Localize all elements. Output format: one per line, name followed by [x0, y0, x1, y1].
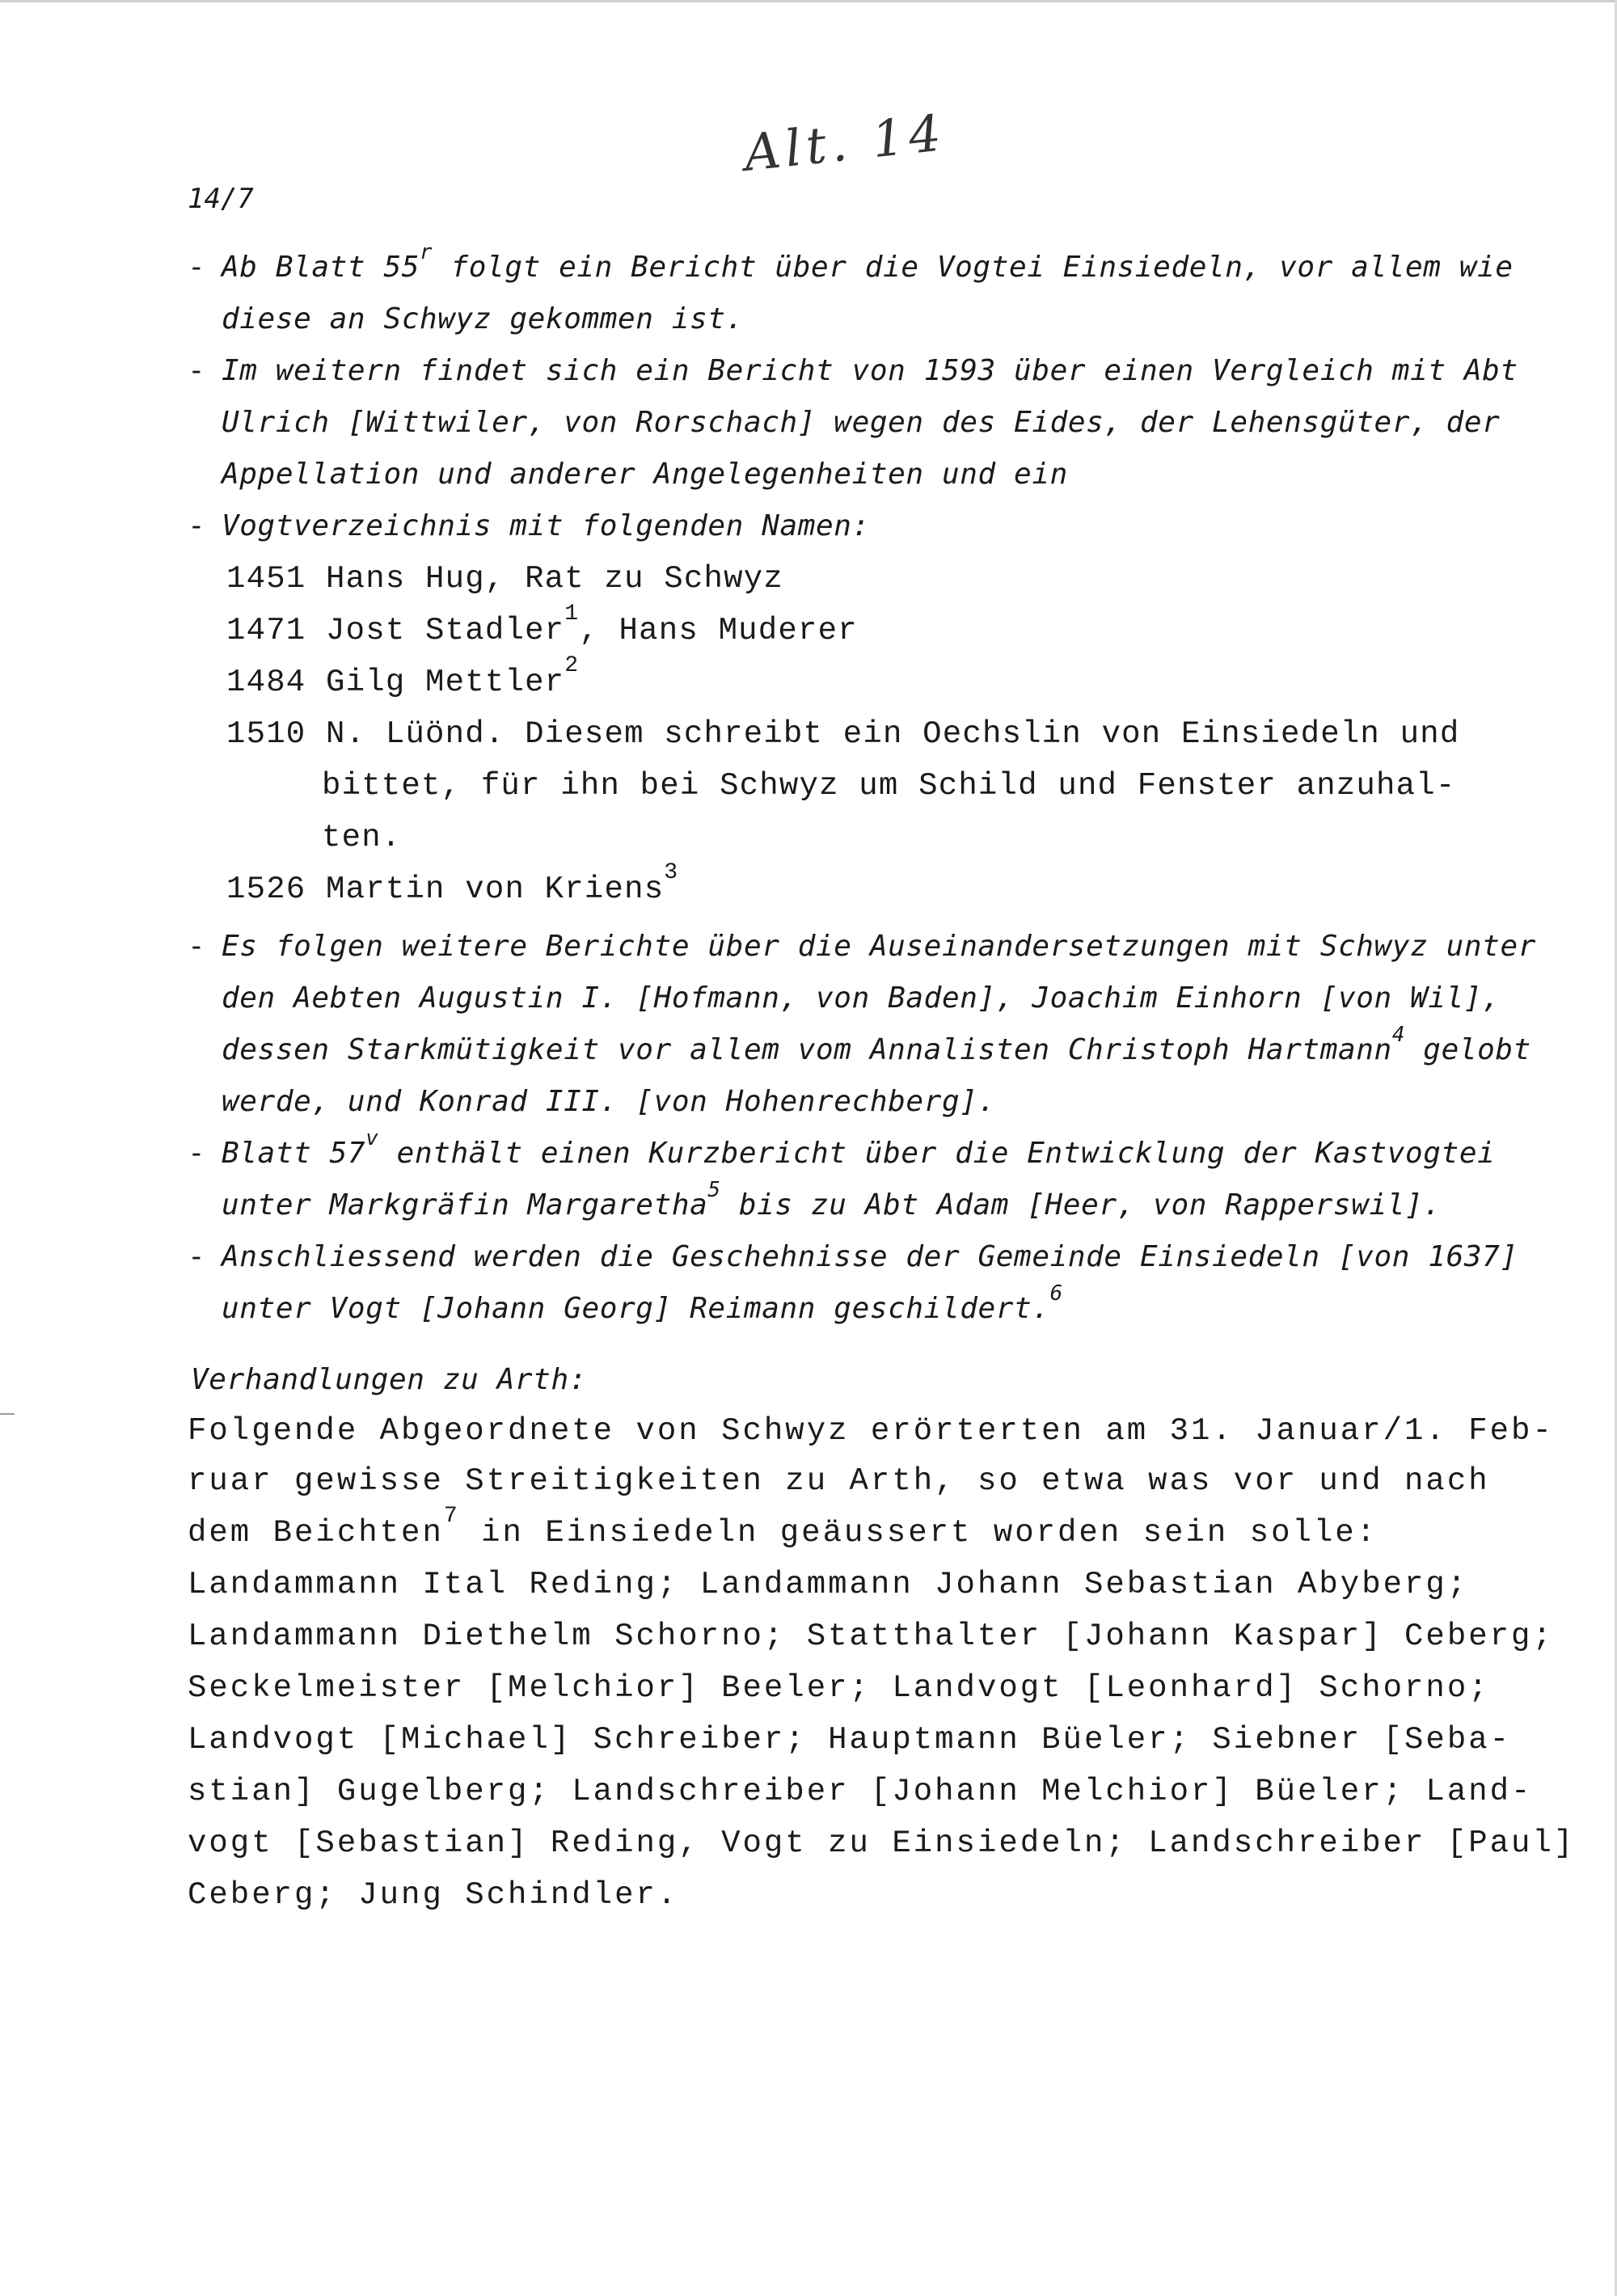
vogt-entry-1510-cont-2: ten.: [322, 820, 402, 855]
body-line-2: ruar gewisse Streitigkeiten zu Arth, so etwa was vor und nach: [188, 1463, 1490, 1499]
body-line-5: Landammann Diethelm Schorno; Statthalter [Johann Kaspar] Ceberg;: [188, 1619, 1554, 1654]
vogt-name: N. Lüönd. Diesem schreibt ein Oechslin von Einsiedeln und: [326, 716, 1460, 752]
vogt-year: 1471: [226, 613, 306, 648]
bullet-4-line-4: werde, und Konrad III. [von Hohenrechberg].: [222, 1085, 996, 1118]
body-line-3: dem Beichten$^7$ in Einsiedeln geäussert worden sein solle:: [188, 1504, 1378, 1551]
bullet-dash: -: [188, 251, 206, 284]
vogt-entry-1484: [226, 653, 580, 700]
body-line-9: vogt [Sebastian] Reding, Vogt zu Einsiedeln; Landschreiber [Paul]: [188, 1825, 1576, 1861]
bullet-dash: -: [188, 509, 206, 542]
body-line-7: Landvogt [Michael] Schreiber; Hauptmann Büeler; Siebner [Seba-: [188, 1722, 1512, 1758]
footnote-ref: 7: [443, 1504, 460, 1530]
vogt-entry-1451: [226, 561, 783, 597]
body-line-6: Seckelmeister [Melchior] Beeler; Landvogt [Leonhard] Schorno;: [188, 1670, 1490, 1706]
vogt-entry-1510: [226, 716, 1459, 752]
footnote-ref: 1: [564, 601, 580, 627]
bullet-dash: -: [188, 1240, 206, 1273]
footnote-ref: 5: [707, 1177, 721, 1202]
bullet-2-line-2: Ulrich [Wittwiler, von Rorschach] wegen des Eides, der Lehensgüter, der: [222, 406, 1501, 439]
margin-mark: [0, 1413, 15, 1415]
vogt-year: 1526: [226, 872, 306, 907]
page-reference: 14/7: [188, 183, 254, 215]
bullet-dash: -: [188, 354, 206, 387]
footnote-ref: 3: [664, 860, 679, 886]
vogt-entry-1526: [226, 860, 679, 907]
bullet-4-line-1: - Es folgen weitere Berichte über die Auseinandersetzungen mit Schwyz unter: [188, 930, 1536, 963]
vogt-name: Martin von Kriens: [326, 872, 665, 907]
bullet-2-line-3: Appellation und anderer Angelegenheiten und ein: [222, 458, 1068, 491]
bullet-3-line-1: - Vogtverzeichnis mit folgenden Namen:: [188, 509, 870, 542]
bullet-2-line-1: - Im weitern findet sich ein Bericht von 1593 über einen Vergleich mit Abt: [188, 354, 1518, 387]
bullet-1-line-2: diese an Schwyz gekommen ist.: [222, 302, 744, 336]
bullet-5-line-2: unter Markgräfin Margaretha$^5$ bis zu Abt Adam [Heer, von Rapperswil].: [222, 1177, 1442, 1222]
body-line-4: Landammann Ital Reding; Landammann Johann Sebastian Abyberg;: [188, 1567, 1469, 1602]
body-line-8: stian] Gugelberg; Landschreiber [Johann Melchior] Büeler; Land-: [188, 1774, 1533, 1809]
footnote-ref: 4: [1391, 1022, 1406, 1047]
vogt-entry-1471: 1471 Jost Stadler$^1$, Hans Muderer: [226, 601, 858, 648]
handwritten-note: Alt. 14: [741, 103, 948, 183]
vogt-year: 1451: [226, 561, 306, 597]
body-line-1: Folgende Abgeordnete von Schwyz erörterten am 31. Januar/1. Feb-: [188, 1413, 1554, 1449]
footnote-ref: 6: [1049, 1281, 1063, 1306]
vogt-entry-1510-cont-1: bittet, für ihn bei Schwyz um Schild und Fenster anzuhal-: [322, 768, 1456, 804]
bullet-4-line-3: dessen Starkmütigkeit vor allem vom Annalisten Christoph Hartmann$^4$ gelobt: [222, 1022, 1531, 1066]
scan-edge-top: [0, 0, 1617, 2]
vogt-year: 1510: [226, 716, 306, 752]
vogt-name: Hans Hug, Rat zu Schwyz: [326, 561, 783, 597]
body-line-10: Ceberg; Jung Schindler.: [188, 1877, 679, 1913]
vogt-name: Gilg Mettler: [326, 665, 565, 700]
footnote-ref: 2: [564, 653, 580, 679]
bullet-5-line-1: - Blatt 57$^v$ enthält einen Kurzbericht über die Entwicklung der Kastvogtei: [188, 1125, 1496, 1170]
vogt-year: 1484: [226, 665, 306, 700]
vogt-name: Jost Stadler: [326, 613, 565, 648]
bullet-6-line-2: unter Vogt [Johann Georg] Reimann geschildert.$^6$: [222, 1281, 1063, 1325]
bullet-dash: -: [188, 930, 206, 963]
section-heading: Verhandlungen zu Arth:: [191, 1363, 588, 1396]
bullet-6-line-1: - Anschliessend werden die Geschehnisse der Gemeinde Einsiedeln [von 1637]: [188, 1240, 1518, 1273]
bullet-4-line-2: den Aebten Augustin I. [Hofmann, von Baden], Joachim Einhorn [von Wil],: [222, 981, 1501, 1015]
bullet-1-line-1: - Ab Blatt 55$^r$ folgt ein Bericht über die Vogtei Einsiedeln, vor allem wie: [188, 239, 1514, 284]
bullet-dash: -: [188, 1137, 206, 1170]
